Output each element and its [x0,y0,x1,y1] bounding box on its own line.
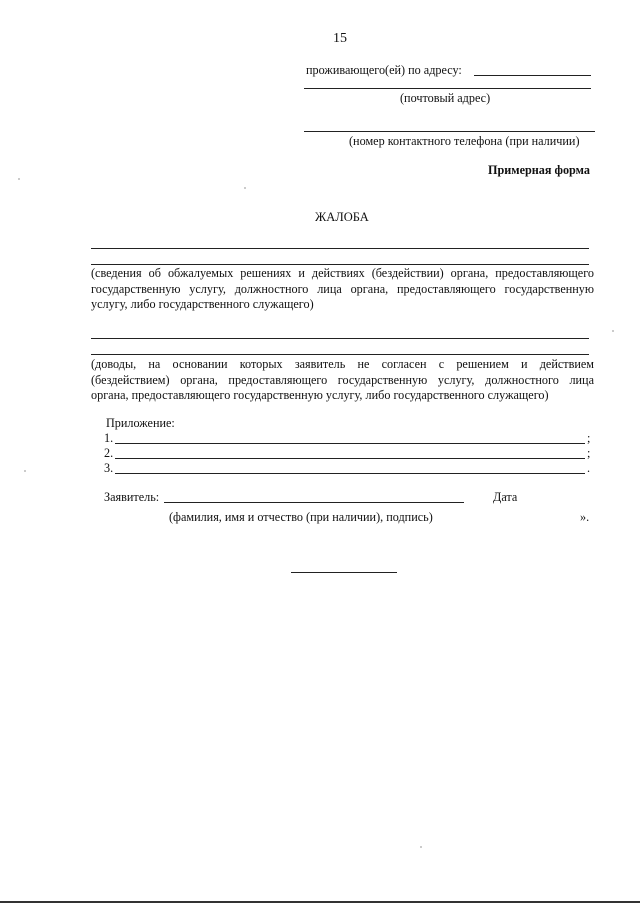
arguments-caption-line: (бездействием) органа, предоставляющего государственную услугу, должностного лица [91,372,594,387]
arguments-blank-line-2 [91,354,589,355]
attachment-end-1: ; [587,431,591,445]
attachment-number-2: 2. [104,446,114,460]
complaint-title: ЖАЛОБА [315,210,369,224]
closing-quote: ». [580,510,590,524]
decisions-caption-line: (сведения об обжалуемых решениях и действиях (бездействии) органа, предоставляющего [91,266,594,280]
scan-bottom-edge [0,901,640,903]
address-line-2 [304,88,591,89]
residing-address-blank [474,75,591,76]
arguments-caption [91,357,594,404]
scan-speck [244,187,246,189]
attachment-number-1: 1. [104,431,114,445]
decisions-caption-line: государственную услугу, должностного лица органа, предоставляющего государственную [91,281,594,296]
end-separator [291,572,397,573]
attachments-label: Приложение: [106,416,175,430]
scan-speck [18,178,20,180]
page-number: 15 [333,31,347,46]
phone-caption: (номер контактного телефона (при наличии) [349,134,580,148]
attachment-number-3: 3. [104,461,114,475]
phone-blank [304,131,595,132]
attachment-end-3: . [587,461,591,475]
attachment-blank-3 [115,473,585,474]
decisions-blank-line-2 [91,264,589,265]
applicant-signature-blank [164,502,464,503]
attachment-blank-1 [115,443,585,444]
decisions-blank-line-1 [91,248,589,249]
applicant-name-caption: (фамилия, имя и отчество (при наличии), подпись) [169,510,433,524]
arguments-blank-line-1 [91,338,589,339]
arguments-caption-line: (доводы, на основании которых заявитель не согласен с решением и действием [91,357,594,371]
scan-speck [24,470,26,472]
postal-address-caption: (почтовый адрес) [400,91,491,105]
attachment-end-2: ; [587,446,591,460]
residing-address-label: проживающего(ей) по адресу: [306,63,462,77]
applicant-label: Заявитель: [104,490,160,504]
sample-form-label: Примерная форма [488,163,590,177]
scan-speck [612,330,614,332]
arguments-caption-line: органа, предоставляющего государственную услугу, либо государственного служащего) [91,388,549,403]
attachment-blank-2 [115,458,585,459]
date-label: Дата [493,490,518,504]
decisions-caption [91,266,594,313]
scan-speck [420,846,422,848]
decisions-caption-line: услугу, либо государственного служащего) [91,297,314,312]
